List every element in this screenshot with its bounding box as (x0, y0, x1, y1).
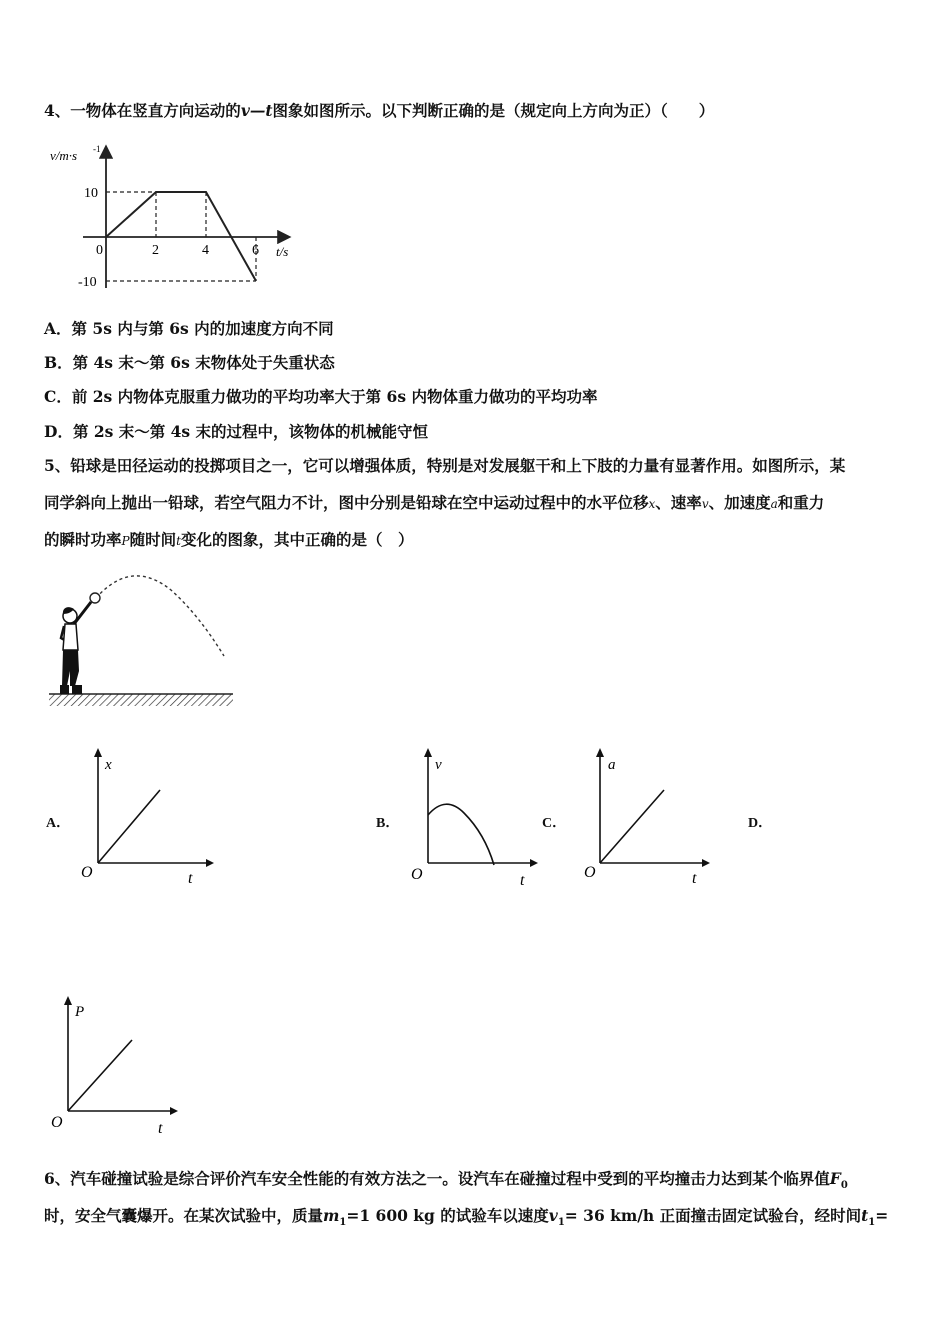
athlete-figure (60, 602, 91, 694)
q5-var-a: a (770, 497, 778, 511)
q5-graph-b-xlabel: t (520, 872, 525, 889)
q5-graph-c-ylabel: a (608, 757, 616, 773)
q5-line-2-d: 和重力 (777, 493, 825, 512)
q5-line-3-a: 的瞬时功率 (44, 530, 122, 549)
q6-line-2 (44, 1205, 888, 1234)
q4-stem-text-a: 一物体在竖直方向运动的 (70, 101, 241, 120)
q4-graph-origin: 0 (96, 243, 103, 258)
shot-ball (90, 593, 100, 603)
q6-m1-sub: 1 (339, 1217, 347, 1229)
q4-graph-ylabel: v/m·s (50, 148, 78, 163)
q4-graph-ysup: -1 (93, 144, 101, 154)
q4-graph-tick-4: 4 (202, 243, 209, 258)
q6-line-2-c: = 36 km/h 正面撞击固定试验台，经时间 (564, 1206, 862, 1225)
q6-line-1-a: 6、汽车碰撞试验是综合评价汽车安全性能的有效方法之一。设汽车在碰撞过程中受到的平均撞击力达到某个临界值 (44, 1169, 830, 1188)
q5-graph-d-line (68, 1040, 132, 1111)
q5-graph-d-xlabel: t (158, 1120, 163, 1137)
q6-line-2-a: 时，安全气囊爆开。在某次试验中，质量 (44, 1206, 324, 1225)
q4-graph-tick-2: 2 (152, 243, 159, 258)
q4-stem (44, 100, 714, 122)
q4-option-d: D．第 2s 末～第 4s 末的过程中，该物体的机械能守恒 (44, 422, 429, 441)
q5-line-3-b: 随时间 (129, 530, 177, 549)
q5-graph-b (408, 745, 548, 890)
q5-var-v: v (701, 497, 709, 511)
q6-t1: t (861, 1206, 869, 1225)
q5-var-P: P (121, 534, 130, 548)
q5-graph-a-line (98, 790, 160, 863)
q4-option-a: A．第 5s 内与第 6s 内的加速度方向不同 (44, 319, 334, 338)
q5-option-label-d: D． (748, 816, 773, 831)
q5-graph-d-ylabel: P (75, 1004, 85, 1020)
q5-option-label-b: B． (376, 816, 400, 831)
q4-graph-y-neg: -10 (78, 275, 97, 290)
q5-line-2-a: 同学斜向上抛出一铅球，若空气阻力不计，图中分别是铅球在空中运动过程中的水平位移 (44, 493, 649, 512)
q5-graph-b-ylabel: v (435, 757, 442, 773)
q6-v1-sub: 1 (557, 1217, 565, 1229)
q5-graph-a-origin: O (81, 864, 93, 881)
trajectory-curve (96, 576, 224, 656)
q5-graph-a (78, 745, 218, 890)
q6-m1: m (323, 1206, 340, 1225)
q4-graph-xlabel: t/s (276, 244, 289, 259)
q5-line-1: 5、铅球是田径运动的投掷项目之一，它可以增强体质，特别是对发展躯干和上下肢的力量有显著作用。如图所示，某 (44, 456, 846, 475)
q5-graph-c-xlabel: t (692, 870, 697, 887)
q5-graph-c-origin: O (584, 864, 596, 881)
q6-line-2-b: =1 600 kg 的试验车以速度 (346, 1206, 549, 1225)
ground-hatch (49, 694, 233, 706)
q6-F0: F (829, 1169, 841, 1188)
q5-line-2-c: 、加速度 (708, 493, 771, 512)
q4-vt-symbol: v—t (240, 101, 273, 120)
q5-var-t: t (176, 534, 181, 548)
q5-option-label-a: A． (46, 816, 71, 831)
q5-var-x: x (648, 497, 656, 511)
q5-graph-d (48, 993, 188, 1138)
q5-graph-c (580, 745, 720, 890)
q4-option-c: C．前 2s 内物体克服重力做功的平均功率大于第 6s 内物体重力做功的平均功率 (44, 387, 598, 406)
q5-graph-c-line (600, 790, 664, 863)
q5-graph-b-curve (428, 804, 494, 865)
q6-F0-sub: 0 (840, 1180, 848, 1192)
q6-line-2-d: = (875, 1206, 889, 1225)
q5-line-2 (44, 492, 824, 515)
q6-line-1 (44, 1168, 848, 1197)
q5-graph-b-origin: O (411, 866, 423, 883)
q5-line-3 (44, 529, 413, 552)
q5-graph-a-xlabel: t (188, 870, 193, 887)
q5-line-2-b: 、速率 (655, 493, 702, 512)
q5-graph-d-origin: O (51, 1114, 63, 1131)
q4-graph-tick-6: 6 (252, 243, 259, 258)
q4-option-b: B．第 4s 末～第 6s 末物体处于失重状态 (44, 353, 335, 372)
q5-line-3-c: 变化的图象，其中正确的是（ ） (180, 530, 414, 549)
q4-stem-text-b: 图象如图所示。以下判断正确的是（规定向上方向为正）（ ） (272, 101, 715, 120)
shot-put-illustration (46, 568, 241, 713)
q4-number: 4、 (44, 101, 71, 120)
q4-vt-graph (48, 140, 310, 295)
q5-option-label-c: C． (542, 816, 567, 831)
q5-graph-a-ylabel: x (105, 757, 112, 773)
q4-graph-y-pos: 10 (84, 186, 98, 201)
q6-v1: v (548, 1206, 558, 1225)
q6-t1-sub: 1 (868, 1217, 876, 1229)
